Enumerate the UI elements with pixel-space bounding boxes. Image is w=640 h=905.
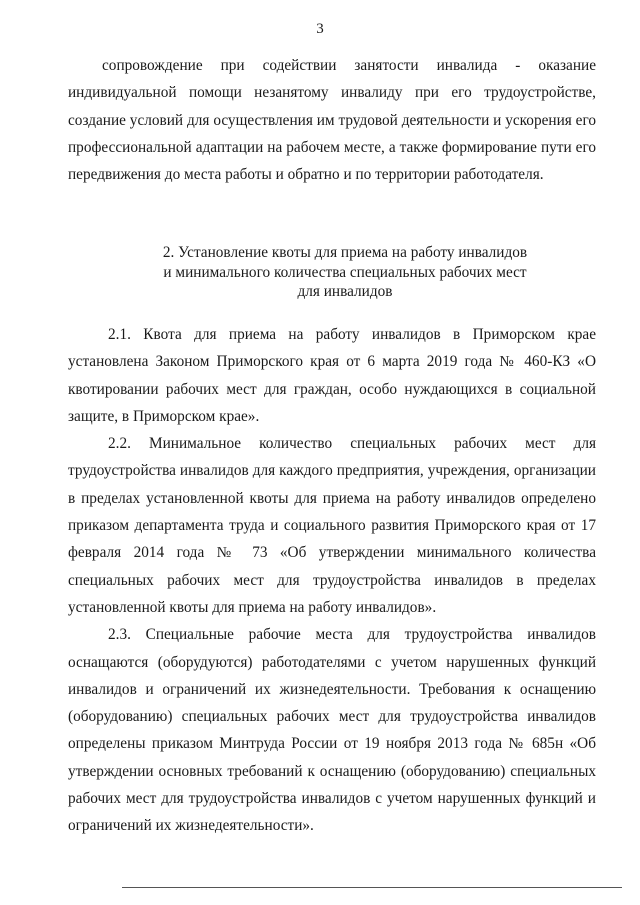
section-body [68,321,596,840]
paragraph-2-2: 2.2. Минимальное количество специальных рабочих мест для трудоустройства инвалидов для каждого предприятия, учреждения, организации в пределах установленной квоты для приема на работу инвалидов определено приказом департамента труда и социального развития Приморского края от 17 февраля 2014 года № 73 «Об утверждении минимального количества специальных рабочих мест для трудоустройства инвалидов в пределах установленной квоты для приема на работу инвалидов». [68,435,596,616]
intro-paragraph: сопровождение при содействии занятости инвалида - оказание индивидуальной помощи незанятому инвалиду при его трудоустройстве, создание условий для осуществления им трудовой деятельности и ускорения его профессиональной адаптации на рабочем месте, а также формирование пути его передвижения до места работы и обратно и по территории работодателя. [68,57,596,184]
footer-divider [122,887,622,888]
page-number: 3 [316,21,324,37]
section-heading-line: 2. Установление квоты для приема на работу инвалидов [162,244,528,261]
section-heading-line: и минимального количества специальных рабочих мест [163,263,527,281]
section-heading-line: для инвалидов [297,283,393,300]
paragraph-2-1: 2.1. Квота для приема на работу инвалидов в Приморском крае установлена Законом Приморского края от 6 марта 2019 года № 460-КЗ «О квотировании рабочих мест для граждан, особо нуждающихся в социальной защите, в Приморском крае». [68,326,596,425]
section-heading [110,243,580,302]
paragraph-2-3: 2.3. Специальные рабочие места для трудоустройства инвалидов оснащаются (оборудуются) работодателями с учетом нарушенных функций инвалидов и ограничений их жизнедеятельности. Требования к оснащению (оборудованию) специальных рабочих мест для трудоустройства инвалидов определены приказом Минтруда России от 19 ноября 2013 года № 685н «Об утверждении основных требований к оснащению (оборудованию) специальных рабочих мест для трудоустройства инвалидов с учетом нарушенных функций и ограничений их жизнедеятельности». [68,626,596,835]
